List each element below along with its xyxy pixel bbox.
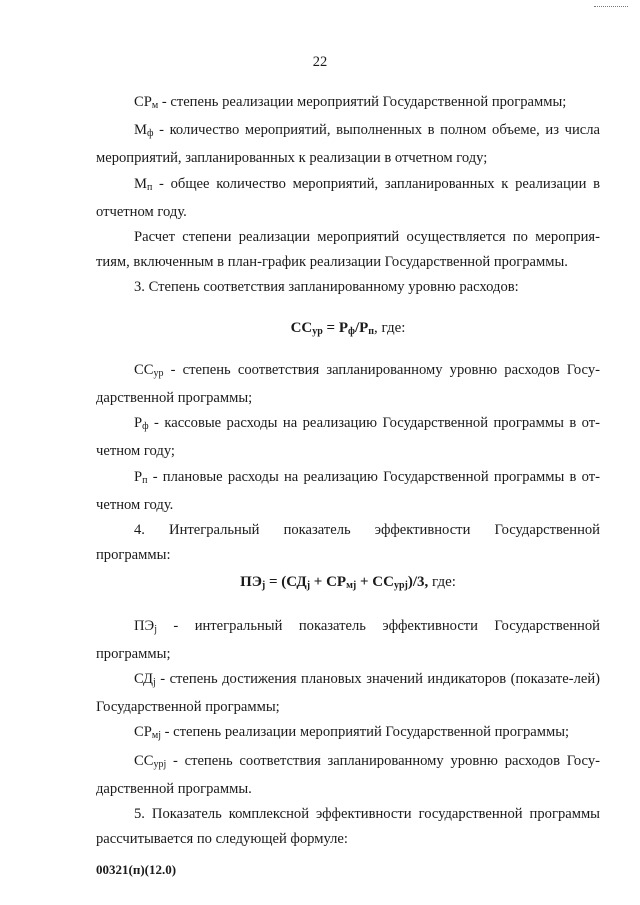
scan-corner-mark bbox=[594, 6, 628, 7]
paragraph-calculation-note: Расчет степени реализации мероприятий осуществляется по мероприя-тиям, включенным в план-график реализации Государственной программы. bbox=[96, 229, 600, 271]
paragraph-pej-definition: ПЭj - интегральный показатель эффективности Государственной bbox=[134, 617, 600, 635]
paragraph-rf-definition: $Р_ф$ - кассовые расходы на реализацию Государственной программы в от-четном году; bbox=[96, 415, 600, 460]
page-number: 22 bbox=[312, 54, 328, 70]
document-body bbox=[96, 90, 600, 852]
paragraph-item-4: 4. Интегральный показатель эффективности Государственной bbox=[134, 522, 600, 539]
paragraph-item-4-continuation: программы: bbox=[96, 547, 171, 564]
paragraph-ssur-definition: $СС_{ур}$ - степень соответствия запланированному уровню расходов Госу-дарственной программы; bbox=[96, 361, 600, 407]
paragraph-ssurj-definition: $СС_{урj}$ - степень соответствия запланированному уровню расходов Госу-дарственной программы. bbox=[96, 752, 600, 797]
paragraph-rp-definition: $Р_п$ - плановые расходы на реализацию Государственной программы в от-четном году. bbox=[96, 468, 600, 513]
paragraph-srm-definition: $СР_м$ - степень реализации мероприятий Государственной программы; bbox=[134, 94, 567, 111]
paragraph-item-3: 3. Степень соответствия запланированному уровню расходов: bbox=[134, 279, 519, 296]
paragraph-item-5: 5. Показатель комплексной эффективности государственной программы рассчитывается по следующей формуле: bbox=[96, 806, 600, 848]
paragraph-mp-definition: $М_п$ - общее количество мероприятий, запланированных к реализации в отчетном году. bbox=[96, 175, 600, 220]
paragraph-sdj-definition: $СД_j$ - степень достижения плановых значений индикаторов (показате-лей) Государственной программы; bbox=[96, 671, 600, 716]
formula-ss-ur: $СС_{ур} = Р_ф/Р_п$, где: bbox=[290, 319, 406, 337]
document-footer-code: 00321(п)(12.0) bbox=[96, 862, 177, 877]
paragraph-pej-continuation: программы; bbox=[96, 645, 171, 662]
paragraph-srmj-definition: $СР_{мj}$ - степень реализации мероприятий Государственной программы; bbox=[134, 724, 570, 742]
formula-pe-j: $ПЭ_j = (СД_j + СР_{мj} + СС_{урj})/3$, где: bbox=[240, 574, 456, 592]
paragraph-mf-definition: $М_ф$ - количество мероприятий, выполненных в полном объеме, из числа мероприятий, запланированных к реализации в отчетном году; bbox=[96, 122, 600, 167]
